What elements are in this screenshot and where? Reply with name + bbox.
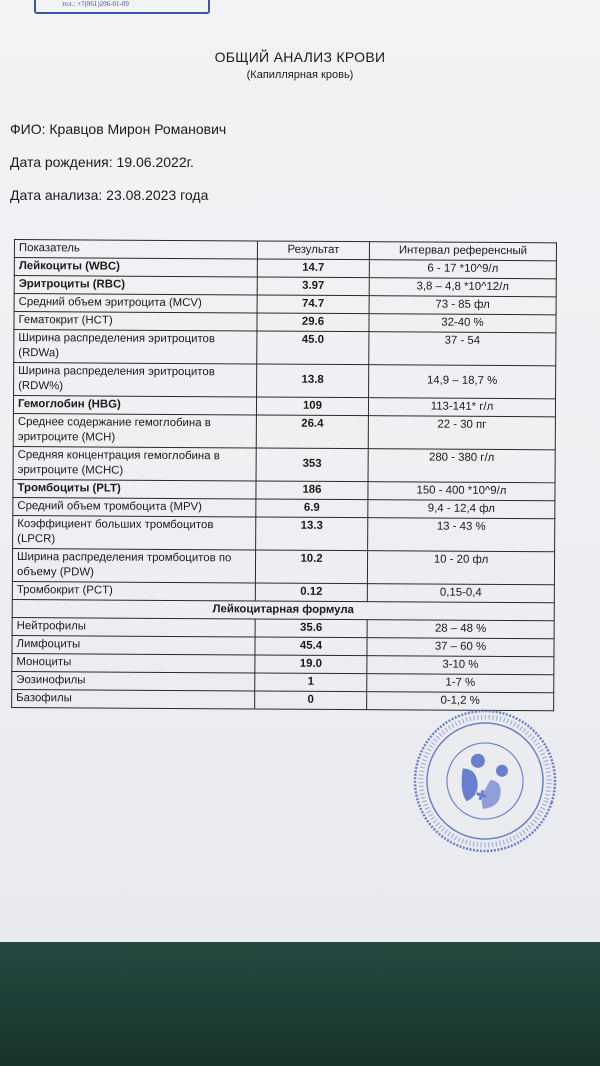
section-title: Лейкоцитарная формула xyxy=(12,599,554,620)
row-result: 186 xyxy=(256,481,368,500)
row-name: Тромбокрит (PCT) xyxy=(12,581,255,600)
row-result: 0.12 xyxy=(255,583,367,602)
row-reference: 1-7 % xyxy=(367,674,554,693)
table-row xyxy=(14,363,556,399)
row-name: Моноциты xyxy=(12,653,255,672)
row-name: Среднее содержание гемоглобина в эритроците (MCH) xyxy=(13,413,256,447)
row-reference: 6 - 17 *10^9/л xyxy=(369,260,556,279)
row-result: 35.6 xyxy=(255,619,367,638)
row-result: 26.4 xyxy=(256,415,368,449)
header-reference: Интервал референсный xyxy=(369,242,556,261)
table-row xyxy=(14,330,556,366)
row-result: 6.9 xyxy=(256,499,368,518)
row-result: 74.7 xyxy=(257,295,369,314)
row-reference: 37 – 60 % xyxy=(367,638,554,657)
analysis-date: Дата анализа: 23.08.2023 года xyxy=(10,187,209,203)
header-phone: тел.: +7(861)206-01-09 xyxy=(62,0,129,8)
row-reference: 150 - 400 *10^9/л xyxy=(368,482,555,501)
row-name: Эозинофилы xyxy=(12,671,255,690)
row-result: 109 xyxy=(256,397,368,416)
row-result: 3.97 xyxy=(257,277,369,296)
patient-birth-date: Дата рождения: 19.06.2022г. xyxy=(10,154,194,170)
row-result: 1 xyxy=(255,673,367,692)
row-name: Эритроциты (RBC) xyxy=(14,276,257,295)
table-row xyxy=(13,413,555,449)
row-reference: 280 - 380 г/л xyxy=(368,449,555,483)
row-name: Нейтрофилы xyxy=(12,617,255,636)
row-name: Коэффициент больших тромбоцитов (LPCR) xyxy=(13,515,256,549)
row-result: 29.6 xyxy=(257,313,369,332)
row-name: Средняя концентрация гемоглобина в эритроците (MCHC) xyxy=(13,446,256,480)
row-name: Гематокрит (HCT) xyxy=(14,312,257,331)
row-name: Базофилы xyxy=(12,689,255,708)
row-result: 13.8 xyxy=(257,364,369,398)
row-name: Средний объем эритроцита (MCV) xyxy=(14,294,257,313)
row-reference: 37 - 54 xyxy=(369,332,556,366)
row-name: Средний объем тромбоцита (MPV) xyxy=(13,497,256,516)
row-reference: 32-40 % xyxy=(369,314,556,333)
row-result: 10.2 xyxy=(255,550,367,584)
row-reference: 3-10 % xyxy=(367,656,554,675)
row-result: 19.0 xyxy=(255,655,367,674)
results-table xyxy=(11,239,557,711)
row-reference: 13 - 43 % xyxy=(368,518,555,552)
clinic-seal-stamp xyxy=(393,689,577,873)
row-reference: 3,8 – 4,8 *10^12/л xyxy=(369,278,556,297)
page-subtitle: (Капиллярная кровь) xyxy=(246,69,354,81)
row-reference: 9,4 - 12,4 фл xyxy=(368,500,555,519)
header-result: Результат xyxy=(257,241,369,260)
header-indicator: Показатель xyxy=(14,240,257,259)
row-result: 0 xyxy=(255,691,367,710)
row-result: 14.7 xyxy=(257,259,369,278)
row-result: 353 xyxy=(256,448,368,482)
patient-name: ФИО: Кравцов Мирон Романович xyxy=(10,121,227,137)
row-name: Ширина распределения эритроцитов (RDW%) xyxy=(14,363,257,397)
background-surface xyxy=(0,942,600,1066)
row-name: Ширина распределения тромбоцитов по объему (PDW) xyxy=(12,548,255,582)
row-reference: 14,9 – 18,7 % xyxy=(369,365,556,399)
table-row xyxy=(13,515,555,551)
row-reference: 10 - 20 фл xyxy=(367,551,554,585)
row-name: Ширина распределения эритроцитов (RDWa) xyxy=(14,330,257,364)
row-reference: 73 - 85 фл xyxy=(369,296,556,315)
row-reference: 22 - 30 пг xyxy=(368,416,555,450)
row-name: Гемоглобин (HBG) xyxy=(13,396,256,415)
row-reference: 28 – 48 % xyxy=(367,620,554,639)
row-reference: 0,15-0,4 xyxy=(367,584,554,603)
row-name: Лейкоциты (WBC) xyxy=(14,258,257,277)
row-name: Лимфоциты xyxy=(12,635,255,654)
page-title: ОБЩИЙ АНАЛИЗ КРОВИ xyxy=(214,49,386,65)
table-row xyxy=(12,548,554,584)
row-name: Тромбоциты (PLT) xyxy=(13,479,256,498)
row-reference: 0-1,2 % xyxy=(367,692,554,711)
row-result: 13.3 xyxy=(256,517,368,551)
row-result: 45.4 xyxy=(255,637,367,656)
row-reference: 113-141* г/л xyxy=(368,398,555,417)
row-result: 45.0 xyxy=(257,331,369,365)
table-row xyxy=(13,446,555,482)
